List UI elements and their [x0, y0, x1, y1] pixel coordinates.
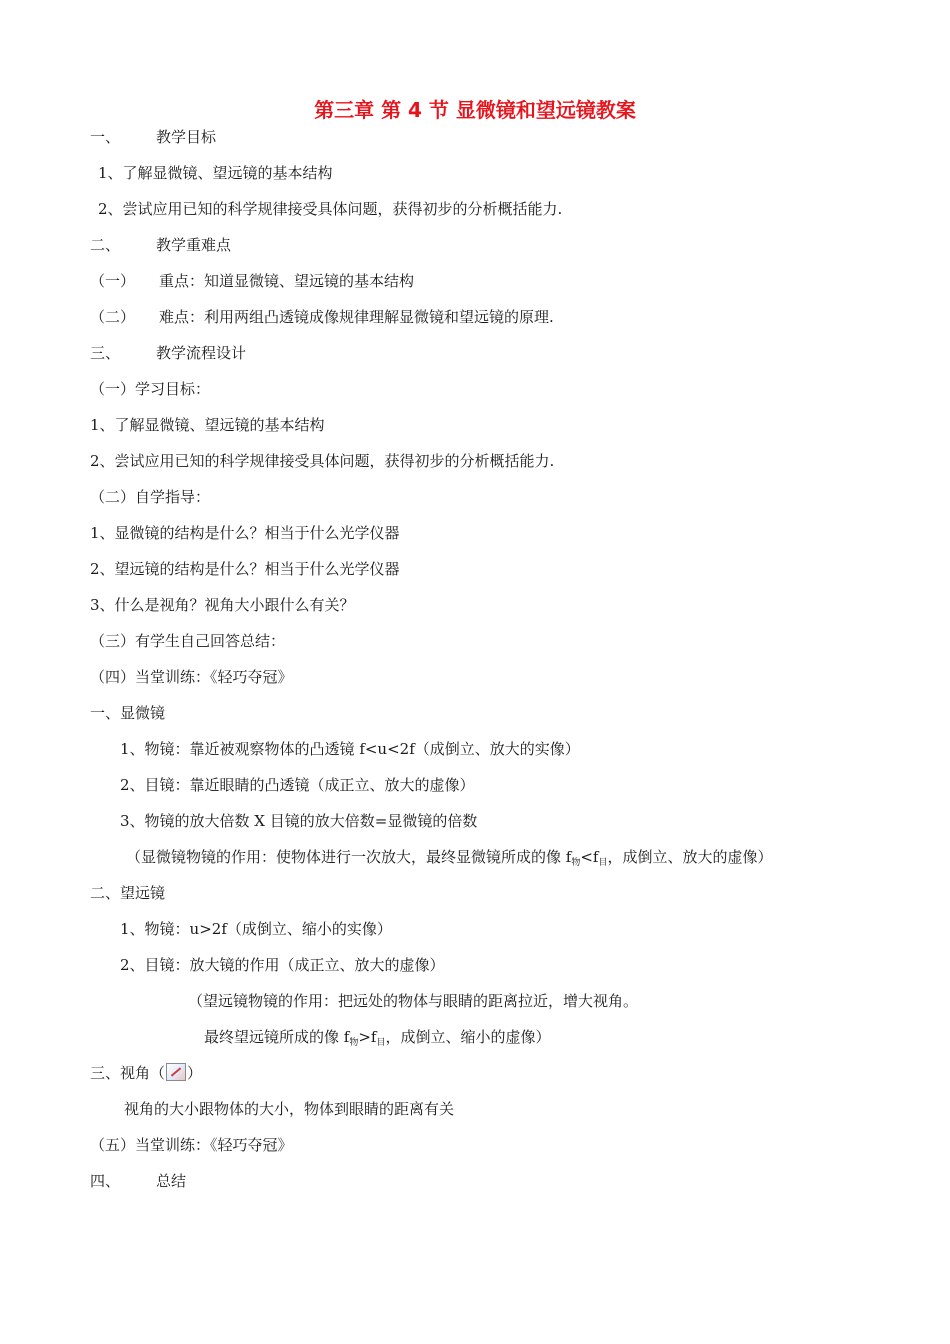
key-point-focus — [90, 270, 414, 292]
item-number: （二） — [90, 308, 136, 326]
note-text: 最终望远镜所成的像 f — [204, 1028, 350, 1046]
flow-goal-2: 2、尝试应用已知的科学规律接受具体问题，获得初步的分析概括能力. — [90, 452, 555, 470]
visual-angle-text: 视角的大小跟物体的大小，物体到眼睛的距离有关 — [124, 1100, 455, 1118]
flow-self-study: （二）自学指导： — [90, 488, 211, 506]
flow-learning-goals: （一）学习目标： — [90, 380, 211, 398]
item-number: （一） — [90, 272, 136, 290]
section-label: 总结 — [156, 1172, 187, 1190]
subscript: 物 — [349, 1038, 359, 1048]
study-question-2: 2、望远镜的结构是什么？相当于什么光学仪器 — [90, 560, 400, 578]
flow-goal-1: 1、了解显微镜、望远镜的基本结构 — [90, 416, 325, 434]
objective-2: 2、尝试应用已知的科学规律接受具体问题，获得初步的分析概括能力. — [98, 200, 563, 218]
section-heading-objectives — [90, 126, 216, 148]
section-heading-summary — [90, 1170, 186, 1192]
microscope-eyepiece: 2、目镜：靠近眼睛的凸透镜（成正立、放大的虚像） — [120, 776, 475, 794]
note-text: （显微镜物镜的作用：使物体进行一次放大，最终显微镜所成的像 f — [126, 848, 572, 866]
flow-summary: （三）有学生自己回答总结： — [90, 632, 286, 650]
heading-text: 三、视角（ — [90, 1064, 166, 1082]
page-title: 第三章 第 4 节 显微镜和望远镜教案 — [314, 98, 636, 122]
study-question-1: 1、显微镜的结构是什么？相当于什么光学仪器 — [90, 524, 400, 542]
microscope-magnification: 3、物镜的放大倍数 X 目镜的放大倍数=显微镜的倍数 — [120, 812, 478, 830]
item-text: 重点：知道显微镜、望远镜的基本结构 — [159, 272, 415, 290]
section-label: 教学流程设计 — [156, 344, 247, 362]
telescope-objective: 1、物镜：u>2f（成倒立、缩小的实像） — [120, 920, 392, 938]
section-number: 二、 — [90, 236, 121, 254]
telescope-note-1: （望远镜物镜的作用：把远处的物体与眼睛的距离拉近，增大视角。 — [188, 992, 639, 1010]
section-number: 一、 — [90, 128, 121, 146]
note-text: <f — [580, 848, 599, 866]
telescope-note-2 — [204, 1026, 551, 1051]
note-text: >f — [358, 1028, 377, 1046]
note-text: ，成倒立、缩小的虚像） — [385, 1028, 551, 1046]
section-label: 教学目标 — [156, 128, 217, 146]
subscript: 目 — [376, 1038, 386, 1048]
key-point-difficulty — [90, 306, 554, 328]
flow-practice-2: （五）当堂训练：《轻巧夺冠》 — [90, 1136, 293, 1154]
objective-1: 1、了解显微镜、望远镜的基本结构 — [98, 164, 333, 182]
telescope-eyepiece: 2、目镜：放大镜的作用（成正立、放大的虚像） — [120, 956, 445, 974]
subscript: 目 — [598, 858, 608, 868]
section-heading-flow — [90, 342, 246, 364]
telescope-heading: 二、望远镜 — [90, 884, 166, 902]
section-heading-key-points — [90, 234, 231, 256]
microscope-note — [126, 846, 773, 871]
heading-text: ） — [187, 1064, 203, 1082]
item-text: 难点：利用两组凸透镜成像规律理解显微镜和望远镜的原理. — [159, 308, 554, 326]
study-question-3: 3、什么是视角？视角大小跟什么有关？ — [90, 596, 355, 614]
flow-practice-1: （四）当堂训练：《轻巧夺冠》 — [90, 668, 293, 686]
subscript: 物 — [571, 858, 581, 868]
section-number: 三、 — [90, 344, 121, 362]
visual-angle-heading — [90, 1062, 202, 1084]
broken-image-icon — [166, 1063, 186, 1081]
microscope-heading: 一、显微镜 — [90, 704, 166, 722]
note-text: ，成倒立、放大的虚像） — [607, 848, 773, 866]
section-number: 四、 — [90, 1172, 121, 1190]
section-label: 教学重难点 — [156, 236, 232, 254]
microscope-objective: 1、物镜：靠近被观察物体的凸透镜 f<u<2f（成倒立、放大的实像） — [120, 740, 580, 758]
